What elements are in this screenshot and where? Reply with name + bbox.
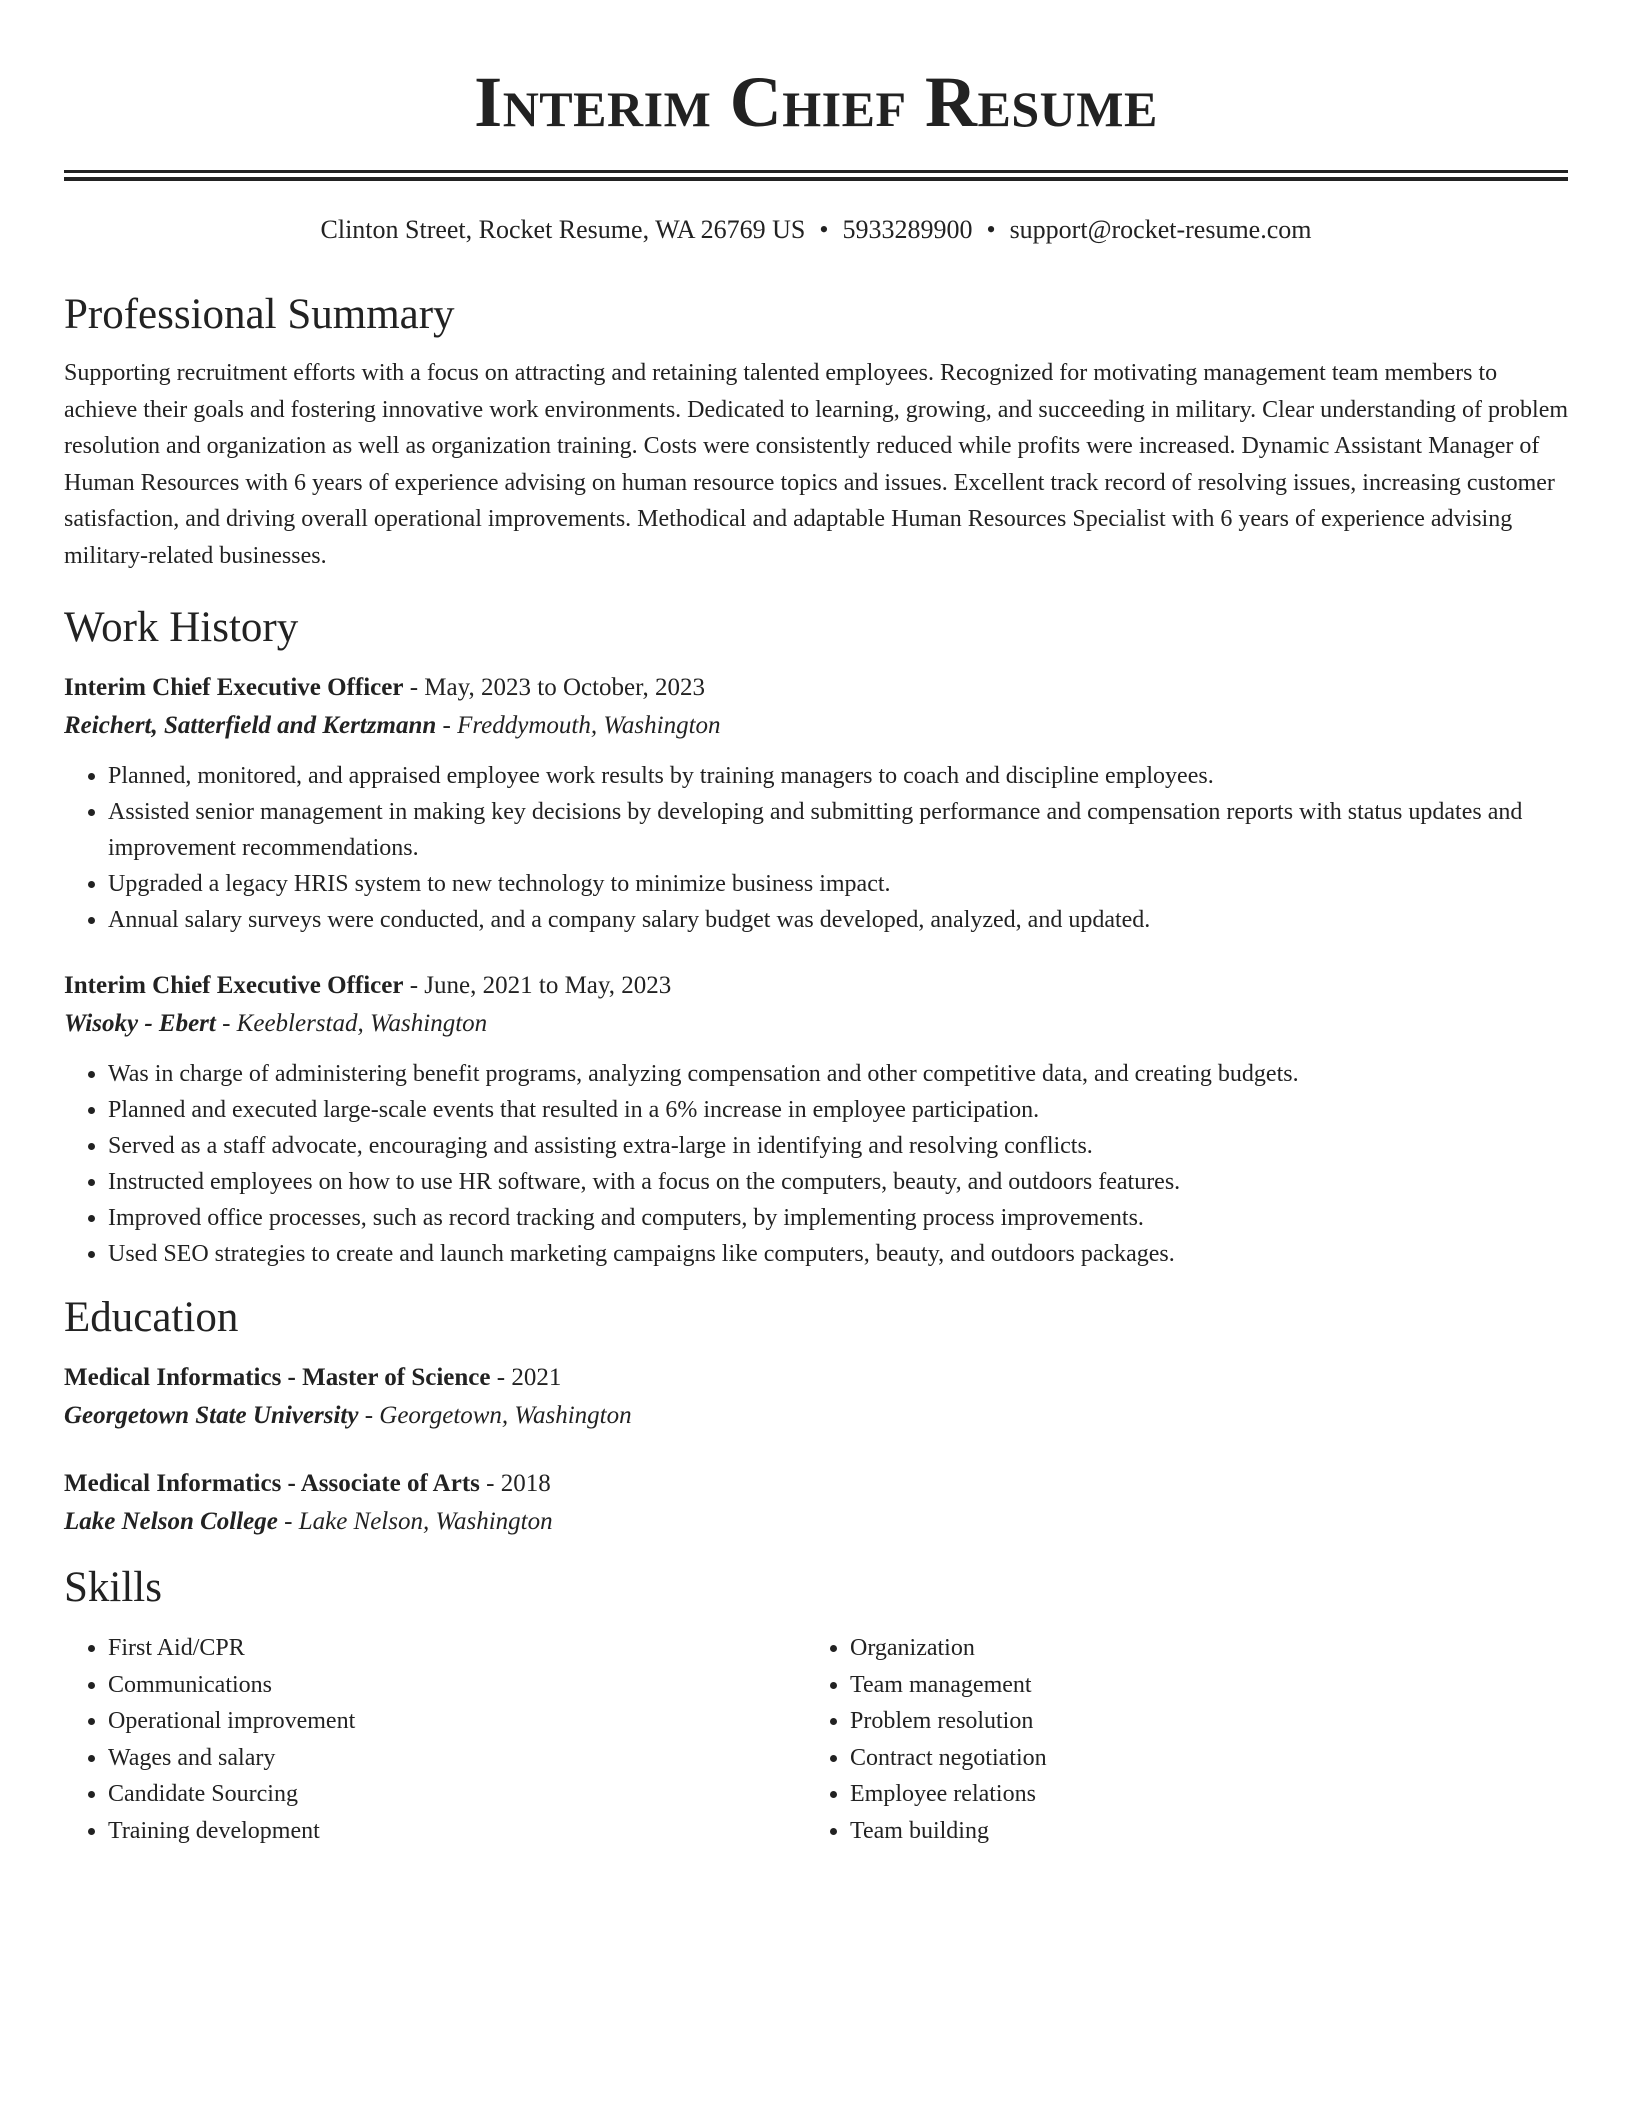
title-divider: [64, 170, 1568, 181]
job-bullet: • Used SEO strategies to create and launch marketing campaigns like computers, beauty, and outdoors packages.: [108, 1236, 1568, 1272]
contact-separator: •: [819, 215, 829, 244]
education-entry: [64, 1466, 1568, 1542]
job-dates: May, 2023 to October, 2023: [424, 674, 705, 701]
education-school: Georgetown State University: [64, 1402, 359, 1429]
skills-grid: [64, 1630, 1568, 1849]
job-bullet: • Planned and executed large-scale events that resulted in a 6% increase in employee participation.: [108, 1092, 1568, 1128]
job-bullet: • Improved office processes, such as record tracking and computers, by implementing process improvements.: [108, 1200, 1568, 1236]
contact-phone: 5933289900: [842, 215, 973, 244]
job-company: Reichert, Satterfield and Kertzmann: [64, 712, 437, 739]
skill-item: • Training development: [108, 1813, 806, 1850]
job-company-line: Reichert, Satterfield and Kertzmann - Freddymouth, Washington: [64, 712, 721, 739]
education-location: Georgetown, Washington: [379, 1402, 632, 1429]
contact-separator: •: [986, 215, 996, 244]
education-year: 2021: [511, 1364, 562, 1391]
skill-item: • Team management: [850, 1667, 1566, 1704]
skill-item: • Wages and salary: [108, 1740, 806, 1777]
skill-item: • Operational improvement: [108, 1703, 806, 1740]
job-position: Interim Chief Executive Officer: [64, 674, 404, 701]
skill-item: • Problem resolution: [850, 1703, 1566, 1740]
education-school-line: Georgetown State University - Georgetown, Washington: [64, 1402, 632, 1429]
job-location: Keeblerstad, Washington: [236, 1010, 488, 1037]
job-bullet: • Assisted senior management in making key decisions by developing and submitting performance and compensation reports with status updates and improvement recommendations.: [108, 794, 1568, 866]
job-title-line: Interim Chief Executive Officer - June, 2021 to May, 2023: [64, 972, 672, 999]
job-title-line: Interim Chief Executive Officer - May, 2023 to October, 2023: [64, 674, 705, 701]
education-entry: [64, 1360, 1568, 1436]
job-dates: June, 2021 to May, 2023: [424, 972, 672, 999]
job-bullets: [64, 1056, 1568, 1272]
education-location: Lake Nelson, Washington: [298, 1508, 553, 1535]
summary-text: Supporting recruitment efforts with a focus on attracting and retaining talented employees. Recognized for motivating management team members to achieve their goals and fostering innovative work environments. Dedicated to learning, growing, and succeeding in military. Clear understanding of problem resolution and organization as well as organization training. Costs were consistently reduced while profits were increased. Dynamic Assistant Manager of Human Resources with 6 years of experience advising on human resource topics and issues. Excellent track record of resolving issues, increasing customer satisfaction, and driving overall operational improvements. Methodical and adaptable Human Resources Specialist with 6 years of experience advising military-related businesses.: [64, 360, 1569, 569]
education-year: 2018: [500, 1470, 551, 1497]
job-bullet: • Annual salary surveys were conducted, and a company salary budget was developed, analyzed, and updated.: [108, 902, 1568, 938]
job-company-line: Wisoky - Ebert - Keeblerstad, Washington: [64, 1010, 488, 1037]
skill-item: • Communications: [108, 1667, 806, 1704]
contact-email: support@rocket-resume.com: [1009, 215, 1312, 244]
job-entry: [64, 968, 1568, 1272]
education-school-line: Lake Nelson College - Lake Nelson, Washington: [64, 1508, 553, 1535]
education-degree: Medical Informatics - Master of Science: [64, 1364, 491, 1391]
job-bullet: • Instructed employees on how to use HR software, with a focus on the computers, beauty, and outdoors features.: [108, 1164, 1568, 1200]
education-degree-line: Medical Informatics - Master of Science - 2021: [64, 1364, 562, 1391]
skill-item: • First Aid/CPR: [108, 1630, 806, 1667]
education-heading: Education: [64, 1294, 239, 1341]
job-bullet: • Served as a staff advocate, encouraging and assisting extra-large in identifying and resolving conflicts.: [108, 1128, 1568, 1164]
job-bullet: • Upgraded a legacy HRIS system to new technology to minimize business impact.: [108, 866, 1568, 902]
summary-heading: Professional Summary: [64, 291, 455, 338]
job-bullets: [64, 758, 1568, 938]
job-entry: [64, 670, 1568, 938]
contact-line: [64, 215, 1568, 245]
skill-item: • Team building: [850, 1813, 1566, 1850]
education-degree: Medical Informatics - Associate of Arts: [64, 1470, 480, 1497]
job-company: Wisoky - Ebert: [64, 1010, 216, 1037]
job-location: Freddymouth, Washington: [457, 712, 721, 739]
skill-item: • Organization: [850, 1630, 1566, 1667]
contact-address: Clinton Street, Rocket Resume, WA 26769 US: [320, 215, 806, 244]
skills-heading: Skills: [64, 1564, 162, 1611]
education-school: Lake Nelson College: [64, 1508, 278, 1535]
job-bullet: • Planned, monitored, and appraised employee work results by training managers to coach and discipline employees.: [108, 758, 1568, 794]
work-history-heading: Work History: [64, 604, 299, 651]
skill-item: • Employee relations: [850, 1776, 1566, 1813]
skills-column-right: [806, 1630, 1566, 1849]
education-degree-line: Medical Informatics - Associate of Arts - 2018: [64, 1470, 551, 1497]
skill-item: • Candidate Sourcing: [108, 1776, 806, 1813]
job-bullet: • Was in charge of administering benefit programs, analyzing compensation and other competitive data, and creating budgets.: [108, 1056, 1568, 1092]
job-position: Interim Chief Executive Officer: [64, 972, 404, 999]
skills-column-left: [64, 1630, 806, 1849]
skill-item: • Contract negotiation: [850, 1740, 1566, 1777]
resume-title: Interim Chief Resume: [474, 62, 1158, 142]
